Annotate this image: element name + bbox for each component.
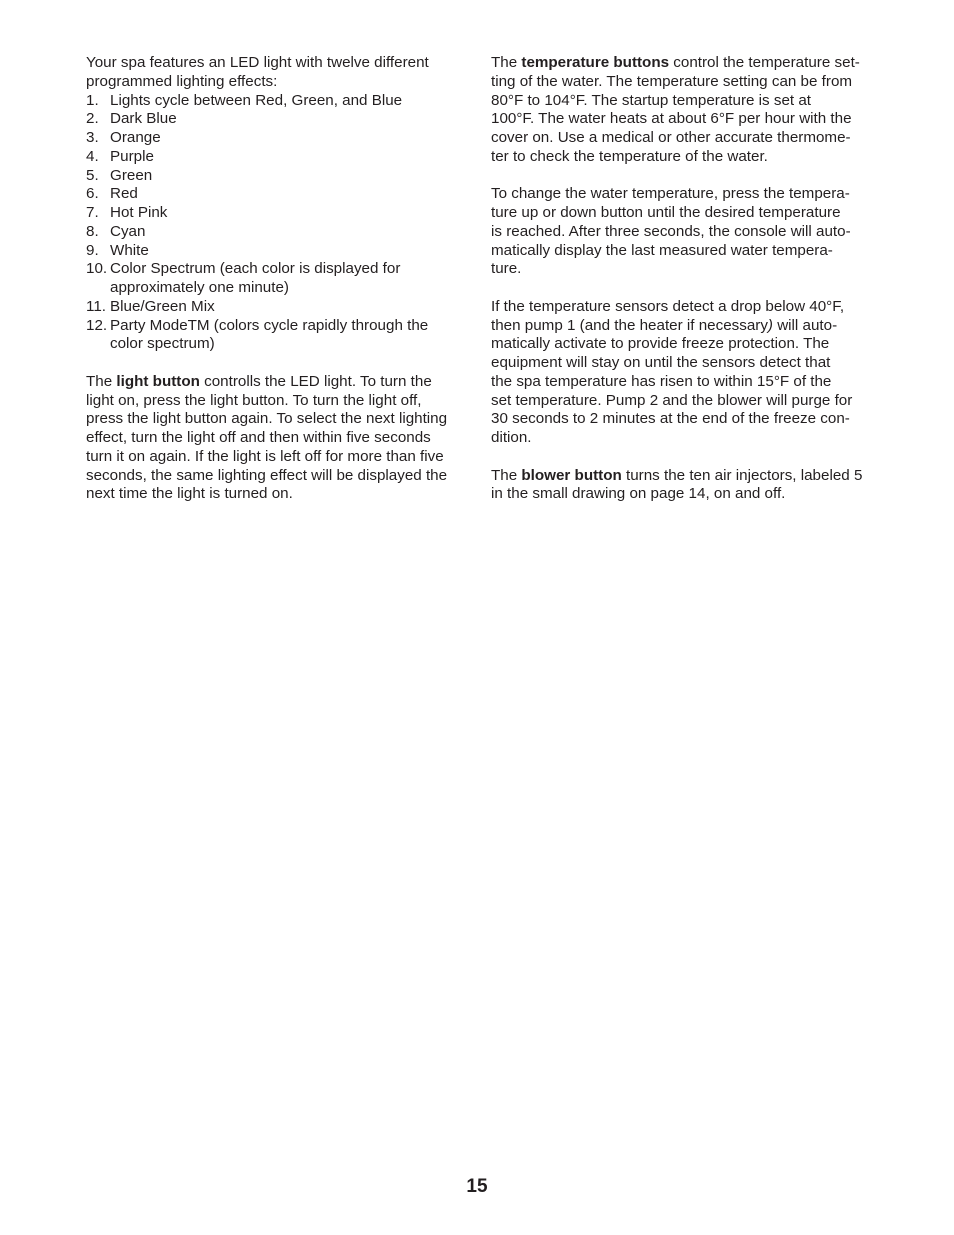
text-line: light on, press the light button. To turn the light off, [86, 391, 422, 409]
change-temperature-paragraph [491, 185, 875, 279]
text-line: ting of the water. The temperature setting can be from [491, 72, 853, 90]
text-line: seconds, the same lighting effect will be displayed the [86, 466, 448, 484]
text-run: The [491, 466, 522, 484]
text-line [491, 467, 875, 486]
text-run: The [86, 372, 117, 390]
italic-paren: ) [767, 316, 773, 334]
text-line: programmed lighting effects: [86, 72, 278, 90]
page-number: 15 [466, 1176, 488, 1197]
list-number: 2. [86, 110, 99, 128]
text-line: dition. [491, 429, 532, 446]
list-item [86, 129, 470, 148]
text-run: turns the ten air injectors, labeled 5 [621, 466, 863, 484]
paragraph-gap [491, 448, 875, 467]
list-item [86, 260, 470, 298]
list-number: 5. [86, 166, 99, 184]
list-text: Color Spectrum (each color is displayed for [110, 260, 401, 278]
list-item [86, 317, 470, 355]
list-item [86, 223, 470, 242]
list-item [86, 242, 470, 261]
text-line: in the small drawing on page 14, on and off. [491, 485, 786, 503]
right-column [491, 54, 875, 504]
list-number: 4. [86, 147, 99, 165]
list-number: 8. [86, 222, 99, 240]
list-text: Orange [110, 129, 161, 146]
list-text: Lights cycle between Red, Green, and Blue [110, 91, 403, 109]
blower-button-term: blower button [521, 466, 622, 484]
text-line: ture up or down button until the desired temperature [491, 204, 841, 221]
list-text: Green [110, 166, 153, 184]
text-line: turn it on again. If the light is left off for more than five [86, 447, 444, 465]
text-run: then pump 1 (and the heater if necessary [491, 316, 768, 334]
list-number: 1. [86, 91, 99, 109]
text-line: the spa temperature has risen to within 15°F of the [491, 372, 832, 390]
text-line: cover on. Use a medical or other accurate thermome- [491, 129, 851, 146]
text-line: effect, turn the light off and then within five seconds [86, 429, 431, 446]
list-number: 9. [86, 241, 99, 259]
list-text: Blue/Green Mix [110, 297, 215, 315]
list-item [86, 148, 470, 167]
paragraph-gap [491, 167, 875, 186]
list-text: Party ModeTM (colors cycle rapidly through the [110, 316, 429, 334]
lighting-effects-list [86, 92, 470, 355]
text-run: will auto- [772, 316, 838, 334]
text-run: control the temperature set- [669, 54, 860, 71]
list-text: Dark Blue [110, 110, 177, 128]
text-line [491, 317, 875, 336]
text-line: is reached. After three seconds, the console will auto- [491, 222, 851, 240]
light-button-term: light button [116, 372, 200, 390]
list-text: Hot Pink [110, 204, 168, 221]
text-line: If the temperature sensors detect a drop below 40°F, [491, 297, 845, 315]
list-item [86, 92, 470, 111]
temperature-buttons-term: temperature buttons [521, 54, 670, 71]
text-line: set temperature. Pump 2 and the blower will purge for [491, 391, 853, 409]
list-text: Purple [110, 147, 154, 165]
paragraph-gap [491, 279, 875, 298]
text-run: The [491, 54, 522, 71]
list-item [86, 204, 470, 223]
list-text: Red [110, 185, 138, 203]
text-line: press the light button again. To select the next lighting [86, 410, 448, 428]
text-line: matically display the last measured water tempera- [491, 241, 833, 259]
list-number: 6. [86, 185, 99, 203]
text-line [491, 54, 875, 73]
list-number: 11. [86, 297, 106, 315]
text-line: 100°F. The water heats at about 6°F per hour with the [491, 110, 852, 128]
text-line: equipment will stay on until the sensors detect that [491, 354, 831, 371]
text-line: matically activate to provide freeze protection. The [491, 335, 830, 353]
list-number: 10. [86, 260, 108, 278]
list-text: White [110, 241, 149, 259]
text-line: ter to check the temperature of the water. [491, 147, 768, 165]
text-line: To change the water temperature, press the tempera- [491, 185, 850, 203]
list-text: color spectrum) [110, 335, 215, 353]
text-line: 80°F to 104°F. The startup temperature is set at [491, 91, 811, 109]
blower-button-paragraph [491, 467, 875, 505]
list-item [86, 298, 470, 317]
list-item [86, 110, 470, 129]
led-intro-paragraph [86, 54, 470, 92]
list-text: approximately one minute) [110, 279, 289, 296]
freeze-protection-paragraph [491, 298, 875, 448]
list-item [86, 185, 470, 204]
light-button-paragraph [86, 373, 470, 504]
list-text: Cyan [110, 222, 146, 240]
text-line: next time the light is turned on. [86, 485, 293, 503]
text-line: ture. [491, 260, 522, 278]
list-number: 3. [86, 129, 99, 146]
list-number: 12. [86, 316, 108, 334]
text-line: 30 seconds to 2 minutes at the end of the freeze con- [491, 410, 850, 428]
list-item [86, 167, 470, 186]
temperature-buttons-paragraph [491, 54, 875, 167]
text-run: controlls the LED light. To turn the [199, 372, 432, 390]
text-line: Your spa features an LED light with twelve different [86, 54, 429, 71]
paragraph-gap [86, 354, 470, 373]
left-column [86, 54, 470, 504]
text-line [86, 373, 470, 392]
list-number: 7. [86, 204, 99, 221]
